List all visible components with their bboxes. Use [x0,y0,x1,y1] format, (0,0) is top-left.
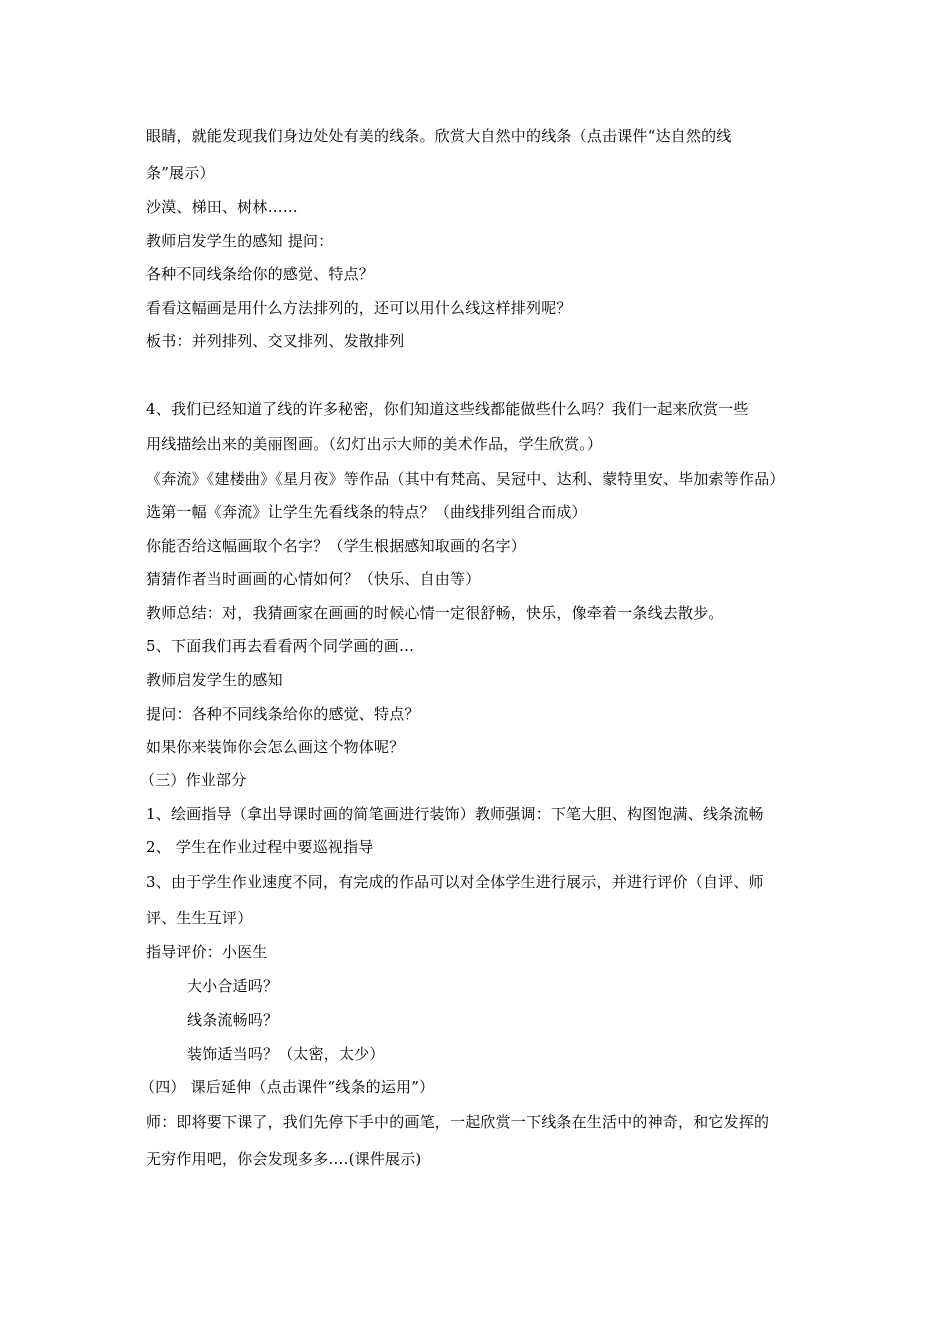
text-line: 评、生生互评） [146,909,253,927]
text-line: 教师总结：对，我猜画家在画画的时候心情一定很舒畅，快乐，像牵着一条线去散步。 [146,604,724,622]
text-line: 眼睛，就能发现我们身边处处有美的线条。欣赏大自然中的线条（点击课件“达自然的线 [146,127,732,145]
text-line: 教师启发学生的感知 提问： [146,232,334,250]
text-line: 《奔流》《建楼曲》《星月夜》等作品（其中有梵高、吴冠中、达利、蒙特里安、毕加索等作品） [146,470,785,488]
text-line: 提问：各种不同线条给你的感觉、特点？ [146,705,420,723]
text-line: 你能否给这幅画取个名字？（学生根据感知取画的名字） [146,537,527,555]
text-line: 板书：并列排列、交叉排列、发散排列 [146,332,405,350]
text-line: 线条流畅吗？ [187,1011,279,1029]
text-line: 5、下面我们再去看看两个同学画的画… [146,637,415,655]
text-line: 各种不同线条给你的感觉、特点？ [146,265,375,283]
text-line: 教师启发学生的感知 [146,671,283,689]
text-line: 指导评价：小医生 [146,943,268,961]
text-line: 大小合适吗？ [187,977,279,995]
text-line: 无穷作用吧，你会发现多多….(课件展示) [146,1150,422,1168]
text-line: 1、绘画指导（拿出导课时画的简笔画进行装饰）教师强调：下笔大胆、构图饱满、线条流畅 [146,805,764,823]
text-line: 3、由于学生作业速度不同，有完成的作品可以对全体学生进行展示，并进行评价（自评、师 [146,873,764,891]
text-line: 如果你来装饰你会怎么画这个物体呢？ [146,738,405,756]
text-line: 师：即将要下课了，我们先停下手中的画笔，一起欣赏一下线条在生活中的神奇，和它发挥的 [146,1113,770,1131]
text-line: 用线描绘出来的美丽图画。（幻灯出示大师的美术作品，学生欣赏。） [146,435,603,453]
text-line: 装饰适当吗？（太密，太少） [187,1045,385,1063]
text-line: 4、我们已经知道了线的许多秘密，你们知道这些线都能做些什么吗？我们一起来欣赏一些 [146,400,749,418]
text-line: 选第一幅《奔流》让学生先看线条的特点？（曲线排列组合而成） [146,503,587,521]
text-line: 猜猜作者当时画画的心情如何？（快乐、自由等） [146,570,481,588]
section-heading: （四） 课后延伸（点击课件“线条的运用”） [140,1078,435,1096]
text-line: 2、 学生在作业过程中要巡视指导 [146,838,374,856]
text-line: 沙漠、梯田、树林…… [146,198,299,216]
text-line: 看看这幅画是用什么方法排列的，还可以用什么线这样排列呢？ [146,299,572,317]
section-heading: （三）作业部分 [140,771,247,789]
text-line: 条”展示） [146,164,215,182]
